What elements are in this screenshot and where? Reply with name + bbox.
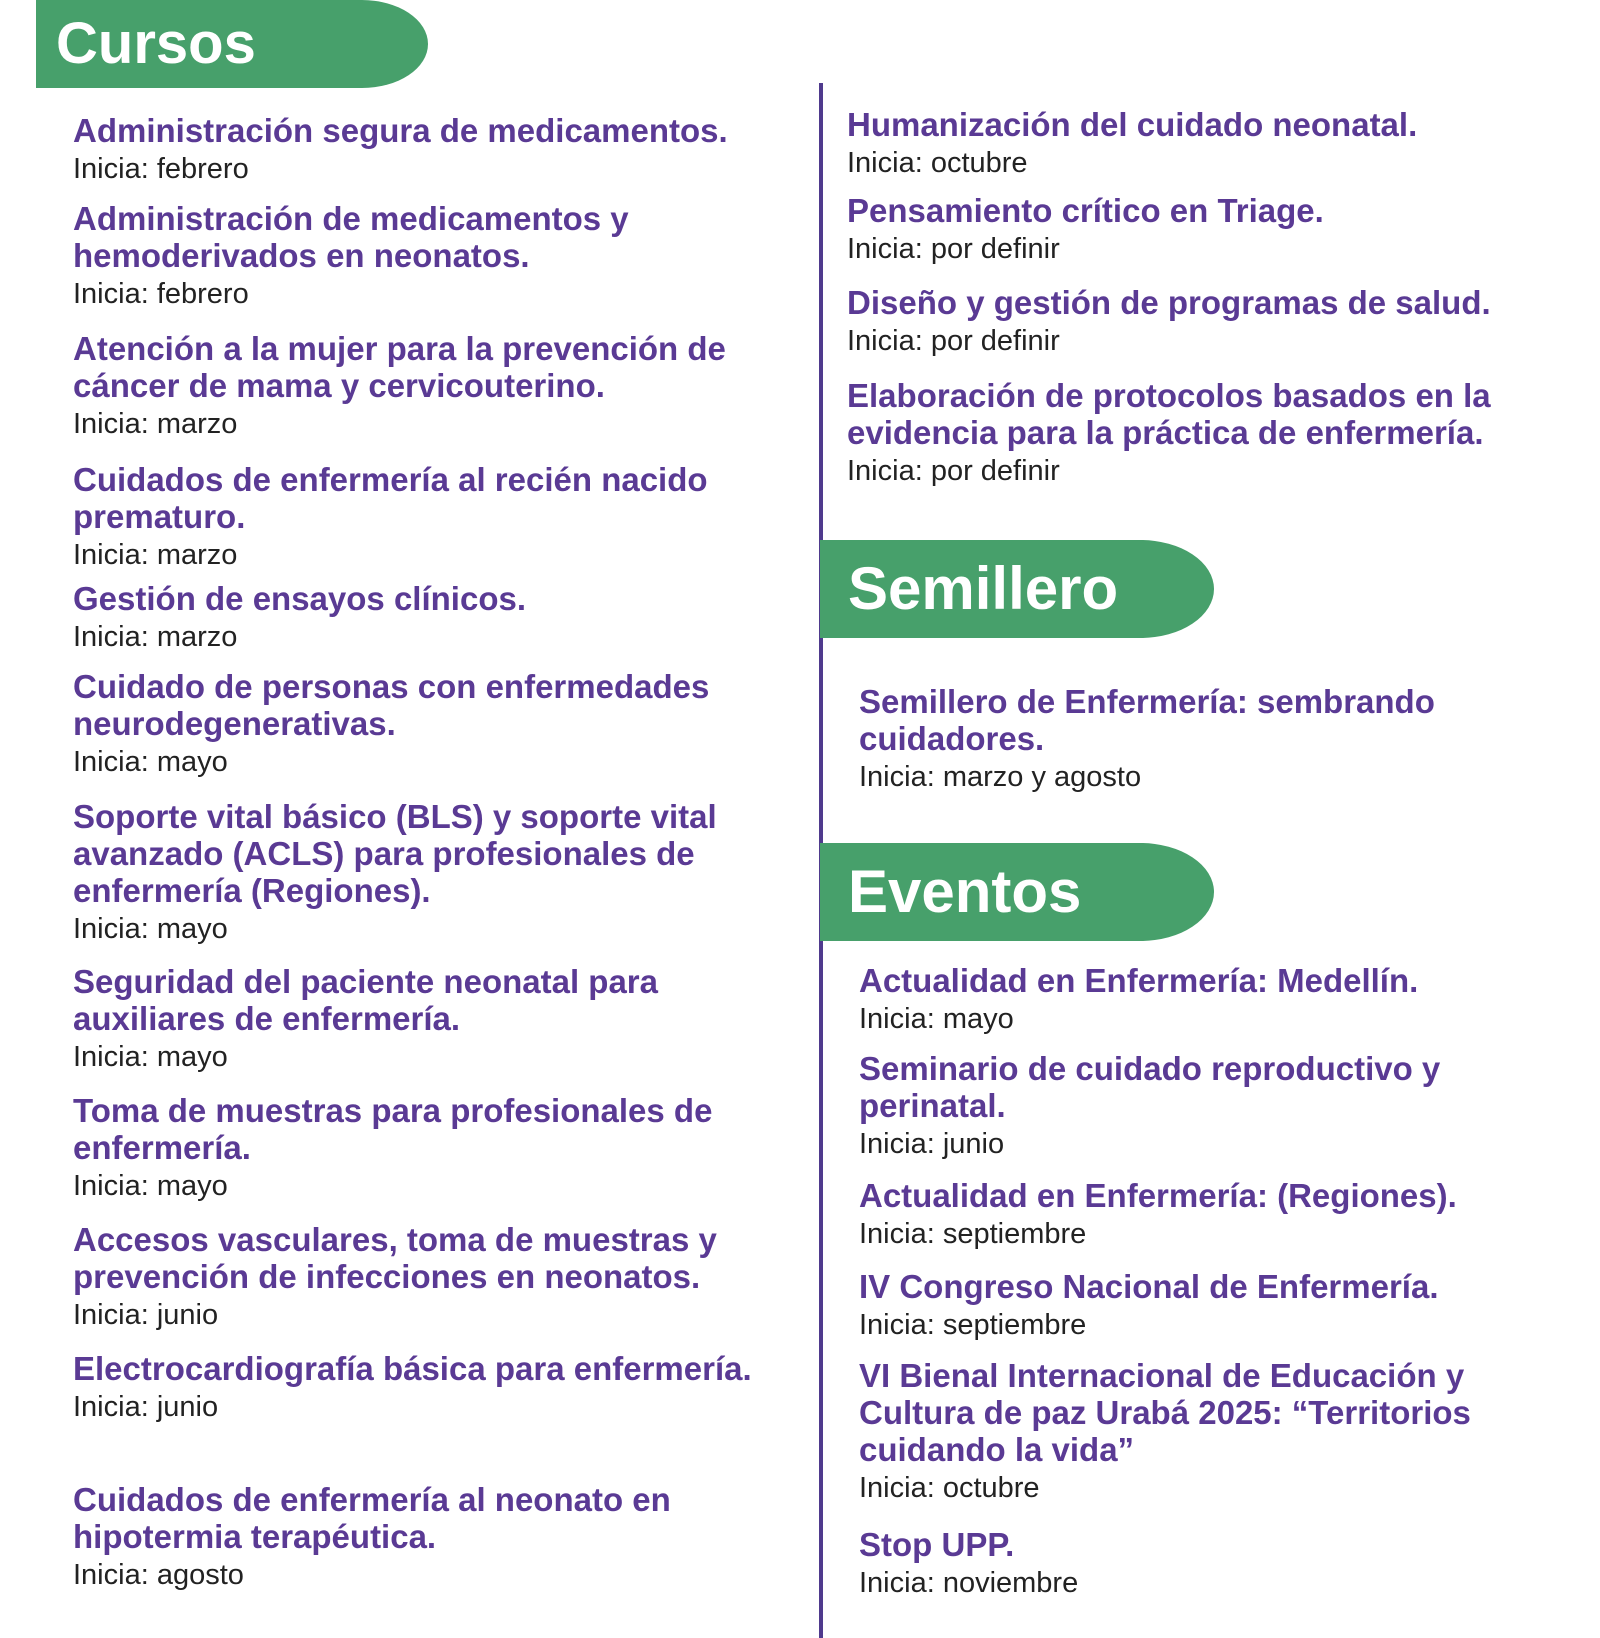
course-item: [847, 377, 1567, 489]
event-date: Inicia: septiembre: [859, 1218, 1087, 1250]
course-date: Inicia: marzo: [73, 621, 238, 653]
semillero-title: Semillero de Enfermería: sembrando cuidadores.: [859, 683, 1435, 757]
event-item: [859, 962, 1569, 1037]
course-item: [73, 112, 773, 187]
course-item: [73, 461, 773, 573]
event-title: Actualidad en Enfermería: Medellín.: [859, 962, 1419, 999]
semillero-date: Inicia: marzo y agosto: [859, 761, 1142, 793]
course-date: Inicia: agosto: [73, 1559, 244, 1591]
course-item: [73, 1092, 773, 1204]
course-date: Inicia: febrero: [73, 153, 249, 185]
event-item: [859, 1177, 1569, 1252]
event-title: Seminario de cuidado reproductivo y perinatal.: [859, 1050, 1441, 1124]
course-date: Inicia: junio: [73, 1299, 219, 1331]
course-date: Inicia: octubre: [847, 147, 1028, 179]
course-item: [847, 284, 1567, 359]
course-date: Inicia: por definir: [847, 233, 1060, 265]
course-date: Inicia: febrero: [73, 278, 249, 310]
course-date: Inicia: por definir: [847, 325, 1060, 357]
course-date: Inicia: mayo: [73, 913, 228, 945]
course-title: Atención a la mujer para la prevención de cáncer de mama y cervicouterino.: [73, 330, 726, 404]
course-title: Gestión de ensayos clínicos.: [73, 580, 526, 617]
course-title: Administración segura de medicamentos.: [73, 112, 728, 149]
course-item: [73, 200, 773, 312]
cursos-heading: Cursos: [36, 0, 428, 88]
course-date: Inicia: mayo: [73, 1170, 228, 1202]
event-item: [859, 1050, 1569, 1162]
event-title: IV Congreso Nacional de Enfermería.: [859, 1268, 1439, 1305]
course-title: Soporte vital básico (BLS) y soporte vital avanzado (ACLS) para profesionales de enfermería (Regiones).: [73, 798, 717, 909]
course-title: Pensamiento crítico en Triage.: [847, 192, 1324, 229]
course-item: [73, 580, 773, 655]
course-date: Inicia: marzo: [73, 539, 238, 571]
course-title: Administración de medicamentos y hemoderivados en neonatos.: [73, 200, 629, 274]
event-date: Inicia: octubre: [859, 1472, 1040, 1504]
course-title: Cuidados de enfermería al neonato en hipotermia terapéutica.: [73, 1481, 671, 1555]
event-date: Inicia: noviembre: [859, 1567, 1079, 1599]
course-date: Inicia: marzo: [73, 408, 238, 440]
event-date: Inicia: junio: [859, 1128, 1005, 1160]
event-date: Inicia: mayo: [859, 1003, 1014, 1035]
course-title: Cuidado de personas con enfermedades neurodegenerativas.: [73, 668, 710, 742]
semillero-item: [859, 683, 1569, 795]
event-title: Stop UPP.: [859, 1526, 1015, 1563]
course-title: Seguridad del paciente neonatal para auxiliares de enfermería.: [73, 963, 658, 1037]
course-item: [73, 1481, 773, 1593]
course-item: [73, 798, 773, 947]
course-title: Cuidados de enfermería al recién nacido prematuro.: [73, 461, 708, 535]
course-title: Toma de muestras para profesionales de enfermería.: [73, 1092, 713, 1166]
course-date: Inicia: por definir: [847, 455, 1060, 487]
course-date: Inicia: mayo: [73, 746, 228, 778]
course-title: Accesos vasculares, toma de muestras y prevención de infecciones en neonatos.: [73, 1221, 717, 1295]
course-item: [847, 106, 1567, 181]
event-title: VI Bienal Internacional de Educación y Cultura de paz Urabá 2025: “Territorios cuidando la vida”: [859, 1357, 1471, 1468]
course-title: Electrocardiografía básica para enfermería.: [73, 1350, 752, 1387]
eventos-heading: Eventos: [820, 843, 1214, 941]
course-item: [73, 1350, 773, 1425]
event-date: Inicia: septiembre: [859, 1309, 1087, 1341]
event-item: [859, 1357, 1569, 1506]
course-item: [73, 668, 773, 780]
course-item: [73, 1221, 773, 1333]
course-title: Elaboración de protocolos basados en la evidencia para la práctica de enfermería.: [847, 377, 1491, 451]
course-date: Inicia: mayo: [73, 1041, 228, 1073]
event-item: [859, 1526, 1569, 1601]
semillero-heading: Semillero: [820, 540, 1214, 638]
course-item: [847, 192, 1567, 267]
course-item: [73, 963, 773, 1075]
course-title: Humanización del cuidado neonatal.: [847, 106, 1418, 143]
course-date: Inicia: junio: [73, 1391, 219, 1423]
event-title: Actualidad en Enfermería: (Regiones).: [859, 1177, 1457, 1214]
course-title: Diseño y gestión de programas de salud.: [847, 284, 1491, 321]
event-item: [859, 1268, 1569, 1343]
course-item: [73, 330, 773, 442]
